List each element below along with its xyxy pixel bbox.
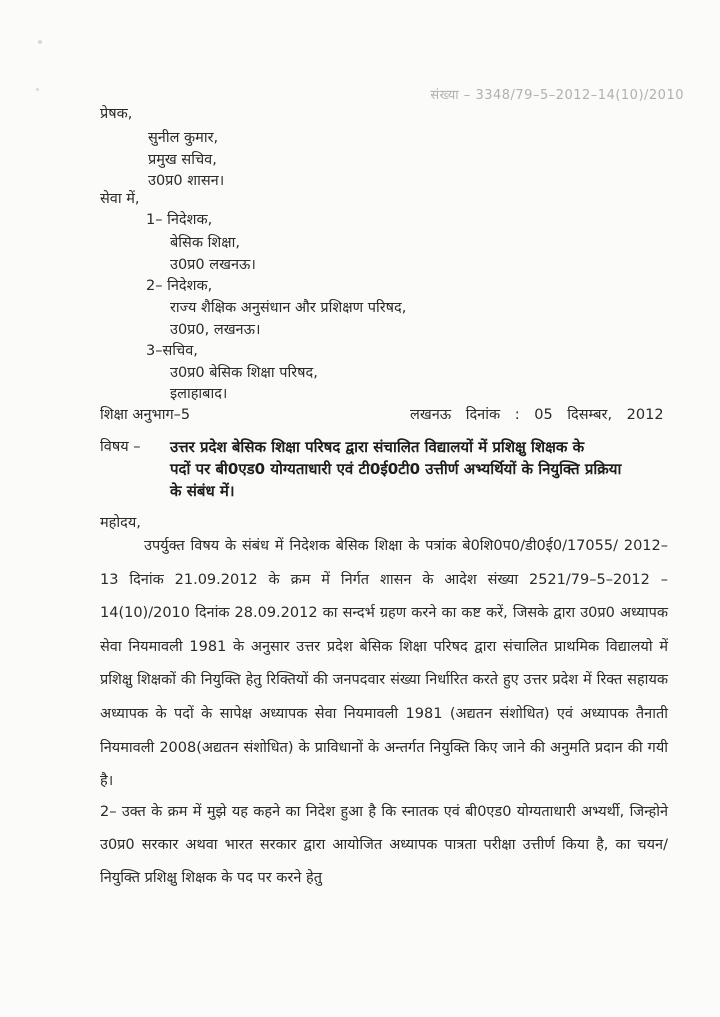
recipient-3-line-3: इलाहाबाद। bbox=[170, 386, 228, 402]
subject-line-1: उत्तर प्रदेश बेसिक शिक्षा परिषद द्वारा संचालित विद्यालयों में प्रशिक्षु शिक्षक के bbox=[170, 438, 585, 456]
body-paragraph-1: उपर्युक्त विषय के संबंध में निदेशक बेसिक शिक्षा के पत्रांक बे0शि0प0/डी0ई0/17055/ 2012–13 दिनांक 21.09.2012 के क्रम में निर्गत शासन के आदेश संख्या 2521/79–5–2012 –14(10)/2010 दिनांक 28.09.2012 का सन्दर्भ ग्रहण करने का कष्ट करें, जिसके द्वारा उ0प्र0 अध्यापक सेवा नियमावली 1981 के अनुसार उत्तर प्रदेश बेसिक शिक्षा परिषद द्वारा संचालित प्राथमिक विद्यालयो में प्रशिक्षु शिक्षकों की नियुक्ति हेतु रिक्तियों की जनपदवार संख्या निर्धारित करते हुए उत्तर प्रदेश में रिक्त सहायक अध्यापक के पदों के सापेक्ष अध्यापक सेवा नियमावली 1981 (अद्यतन संशोधित) एवं अध्यापक तैनाती नियमावली 2008(अद्यतन संशोधित) के प्राविधानों के अन्तर्गत नियुक्ति किए जाने की अनुमति प्रदान की गयी है। bbox=[100, 538, 668, 790]
sender-name: सुनील कुमार, bbox=[148, 130, 219, 146]
subject-line-3: के संबंध में। bbox=[170, 482, 235, 500]
recipient-3-line-2: उ0प्र0 बेसिक शिक्षा परिषद, bbox=[170, 365, 318, 381]
sender-label: प्रेषक, bbox=[100, 106, 133, 122]
scan-speck bbox=[36, 88, 39, 91]
recipient-2-line-1: 2– निदेशक, bbox=[146, 278, 213, 294]
recipients-label: सेवा में, bbox=[100, 191, 140, 207]
subject-label: विषय – bbox=[100, 439, 141, 455]
section-name: शिक्षा अनुभाग–5 bbox=[100, 407, 191, 423]
recipient-2-line-3: उ0प्र0, लखनऊ। bbox=[170, 322, 261, 338]
scan-speck bbox=[38, 40, 42, 44]
sender-designation: प्रमुख सचिव, bbox=[148, 152, 217, 168]
recipient-3-line-1: 3–सचिव, bbox=[146, 343, 198, 359]
recipient-1-line-2: बेसिक शिक्षा, bbox=[170, 235, 240, 251]
reference-number: संख्या – 3348/79–5–2012–14(10)/2010 bbox=[430, 88, 684, 103]
recipient-1-line-1: 1– निदेशक, bbox=[146, 212, 213, 228]
sender-office: उ0प्र0 शासन। bbox=[148, 173, 225, 189]
salutation: महोदय, bbox=[100, 515, 141, 531]
recipient-2-line-2: राज्य शैक्षिक अनुसंधान और प्रशिक्षण परिषद, bbox=[170, 300, 407, 316]
body-paragraph-2: 2– उक्त के क्रम में मुझे यह कहने का निदेश हुआ है कि स्नातक एवं बी0एड0 योग्यताधारी अभ्यर्थी, जिन्होने उ0प्र0 सरकार अथवा भारत सरकार द्वारा आयोजित अध्यापक पात्रता परीक्षा उत्तीर्ण किया है, का चयन/नियुक्ति प्रशिक्षु शिक्षक के पद पर करने हेतु bbox=[100, 804, 668, 886]
date-line: लखनऊ दिनांक : 05 दिसम्बर, 2012 bbox=[410, 407, 664, 423]
subject-line-2: पदों पर बी0एड0 योग्यताधारी एवं टी0ई0टी0 उत्तीर्ण अभ्यर्थियों के नियुक्ति प्रक्रिया bbox=[170, 460, 622, 478]
recipient-1-line-3: उ0प्र0 लखनऊ। bbox=[170, 257, 256, 273]
